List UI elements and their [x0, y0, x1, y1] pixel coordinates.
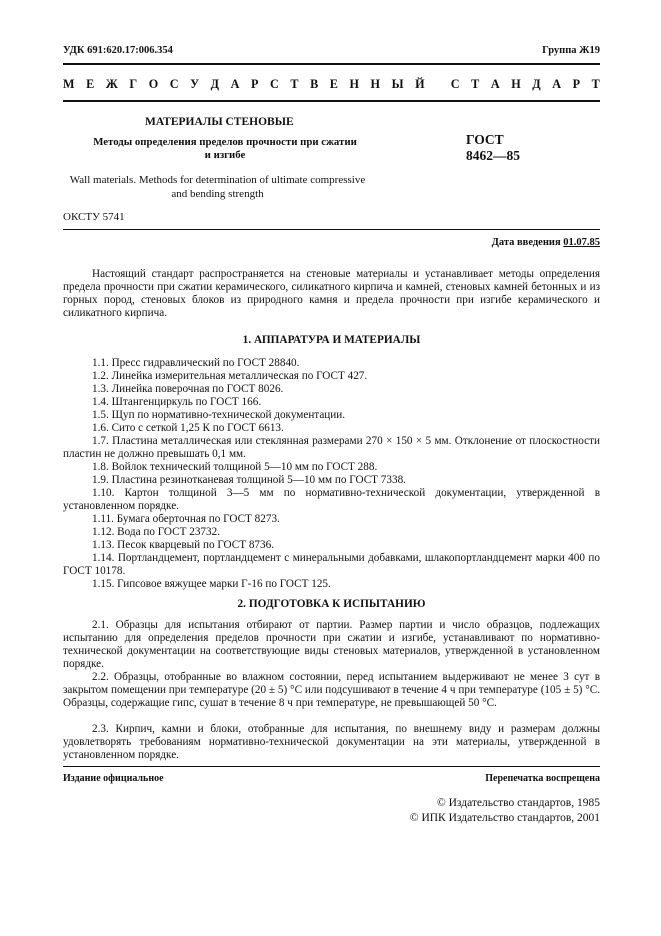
banner-letter: Р: [572, 77, 581, 91]
banner-letter: О: [148, 77, 159, 91]
banner-letter: Т: [471, 77, 480, 91]
banner-letter: Е: [86, 77, 95, 91]
list-item: 1.15. Гипсовое вяжущее марки Г-16 по ГОСТ 125.: [92, 578, 331, 590]
date-value: 01.07.85: [563, 237, 600, 248]
banner-letter: Ы: [391, 77, 404, 91]
banner-letter: С: [450, 77, 460, 91]
list-item: 2.2. Образцы, отобранные во влажном состоянии, перед испытанием выдерживают не менее 3 сут в закрытом помещении при температуре (20 ± 5) °С или подсушивают в течение 4 ч при температуре (105 ± 5) °С. Образцы, содержащие гипс, сушат в течение 8 ч при температуре, не превышающей 50 °С.: [63, 671, 600, 709]
udk-code: УДК 691:620.17:006.354: [63, 45, 173, 56]
list-item: 1.5. Щуп по нормативно-технической документации.: [92, 409, 346, 421]
list-item: 1.14. Портландцемент, портландцемент с минеральными добавками, шлакопортландцемент марки 400 по ГОСТ 10178.: [63, 552, 600, 577]
banner-letter: [436, 77, 439, 91]
date-label: Дата введения: [491, 237, 564, 248]
banner-letter: А: [552, 77, 562, 91]
banner-letter: М: [63, 77, 75, 91]
list-item: 1.2. Линейка измерительная металлическая по ГОСТ 427.: [92, 370, 368, 382]
footer-rule: [63, 766, 600, 767]
gost-number: 8462—85: [466, 147, 520, 163]
oksty-code: ОКСТУ 5741: [63, 211, 125, 223]
standard-type-banner: [63, 77, 600, 91]
reprint-prohibited-label: Перепечатка воспрещена: [485, 773, 600, 784]
banner-letter: А: [230, 77, 240, 91]
list-item: 1.1. Пресс гидравлический по ГОСТ 28840.: [92, 357, 300, 369]
group-code: Группа Ж19: [542, 45, 600, 56]
list-item: 1.11. Бумага оберточная по ГОСТ 8273.: [92, 513, 280, 525]
subtitle-line-2: и изгибе: [204, 149, 246, 162]
list-item: 1.7. Пластина металлическая или стеклянная размерами 270 × 150 × 5 мм. Отклонение от плоскостности пластин не должно превышать 0,1 мм.: [63, 435, 600, 460]
date-of-introduction: [492, 237, 600, 249]
list-item: 1.10. Картон толщиной 3—5 мм по нормативно-технической документации, утвержденной в установленном порядке.: [63, 487, 600, 512]
top-rule: [63, 63, 600, 65]
banner-letter: Т: [591, 77, 600, 91]
list-item: 1.3. Линейка поверочная по ГОСТ 8026.: [92, 383, 284, 395]
english-title: [50, 174, 385, 202]
gost-designation: [466, 132, 520, 163]
list-item: 1.13. Песок кварцевый по ГОСТ 8736.: [92, 539, 274, 551]
list-item: 1.12. Вода по ГОСТ 23732.: [92, 526, 221, 538]
banner-letter: Н: [370, 77, 381, 91]
banner-letter: Е: [329, 77, 338, 91]
banner-letter: В: [310, 77, 319, 91]
list-item: 1.9. Пластина резинотканевая толщиной 5—10 мм по ГОСТ 7338.: [92, 474, 406, 486]
banner-letter: Ж: [105, 77, 118, 91]
banner-letter: Д: [210, 77, 220, 91]
banner-rule: [63, 100, 600, 102]
official-edition-label: Издание официальное: [63, 773, 164, 784]
banner-letter: Н: [349, 77, 359, 91]
banner-letter: А: [490, 77, 500, 91]
document-subtitle: [80, 136, 370, 163]
banner-letter: С: [270, 77, 279, 91]
banner-letter: Т: [290, 77, 299, 91]
list-item: 1.8. Войлок технический толщиной 5—10 мм по ГОСТ 288.: [92, 461, 378, 473]
document-title: МАТЕРИАЛЫ СТЕНОВЫЕ: [145, 116, 294, 128]
english-title-line-2: and bending strength: [171, 187, 264, 200]
header-rule: [63, 229, 600, 230]
banner-letter: У: [190, 77, 200, 91]
banner-letter: Р: [251, 77, 259, 91]
copyright-line-2: © ИПК Издательство стандартов, 2001: [409, 812, 600, 824]
section-1-heading: 1. АППАРАТУРА И МАТЕРИАЛЫ: [242, 334, 421, 346]
list-item: 1.6. Сито с сеткой 1,25 К по ГОСТ 6613.: [92, 422, 284, 434]
copyright-line-1: © Издательство стандартов, 1985: [436, 797, 600, 809]
banner-letter: Н: [511, 77, 521, 91]
subtitle-line-1: Методы определения пределов прочности при сжатии: [93, 136, 357, 148]
english-title-line-1: Wall materials. Methods for determination of ultimate compressive: [69, 174, 366, 186]
gost-label: ГОСТ: [466, 132, 504, 147]
list-item: 1.4. Штангенциркуль по ГОСТ 166.: [92, 396, 262, 408]
banner-letter: Д: [532, 77, 541, 91]
list-item: 2.3. Кирпич, камни и блоки, отобранные для испытания, по внешнему виду и размерам должны удовлетворять требованиям нормативно-технической документации на эти материалы, утвержденной в установленном порядке.: [63, 723, 600, 761]
section-2-heading: 2. ПОДГОТОВКА К ИСПЫТАНИЮ: [237, 598, 426, 610]
banner-letter: Й: [415, 77, 425, 91]
banner-letter: Г: [129, 77, 138, 91]
banner-letter: С: [169, 77, 179, 91]
intro-paragraph: Настоящий стандарт распространяется на стеновые материалы и устанавливает методы определения предела прочности при сжатии керамического, силикатного кирпича и камней, стеновых камней бетонных и из горных пород, стеновых блоков из природного камня и предела прочности при изгибе керамического и силикатного кирпича.: [63, 268, 600, 319]
list-item: 2.1. Образцы для испытания отбирают от партии. Размер партии и число образцов, подлежащих испытанию для определения пределов прочности при сжатии и изгибе, устанавливают по нормативно-технической документации на соответствующие виды стеновых материалов, утвержденной в установленном порядке.: [63, 619, 600, 670]
